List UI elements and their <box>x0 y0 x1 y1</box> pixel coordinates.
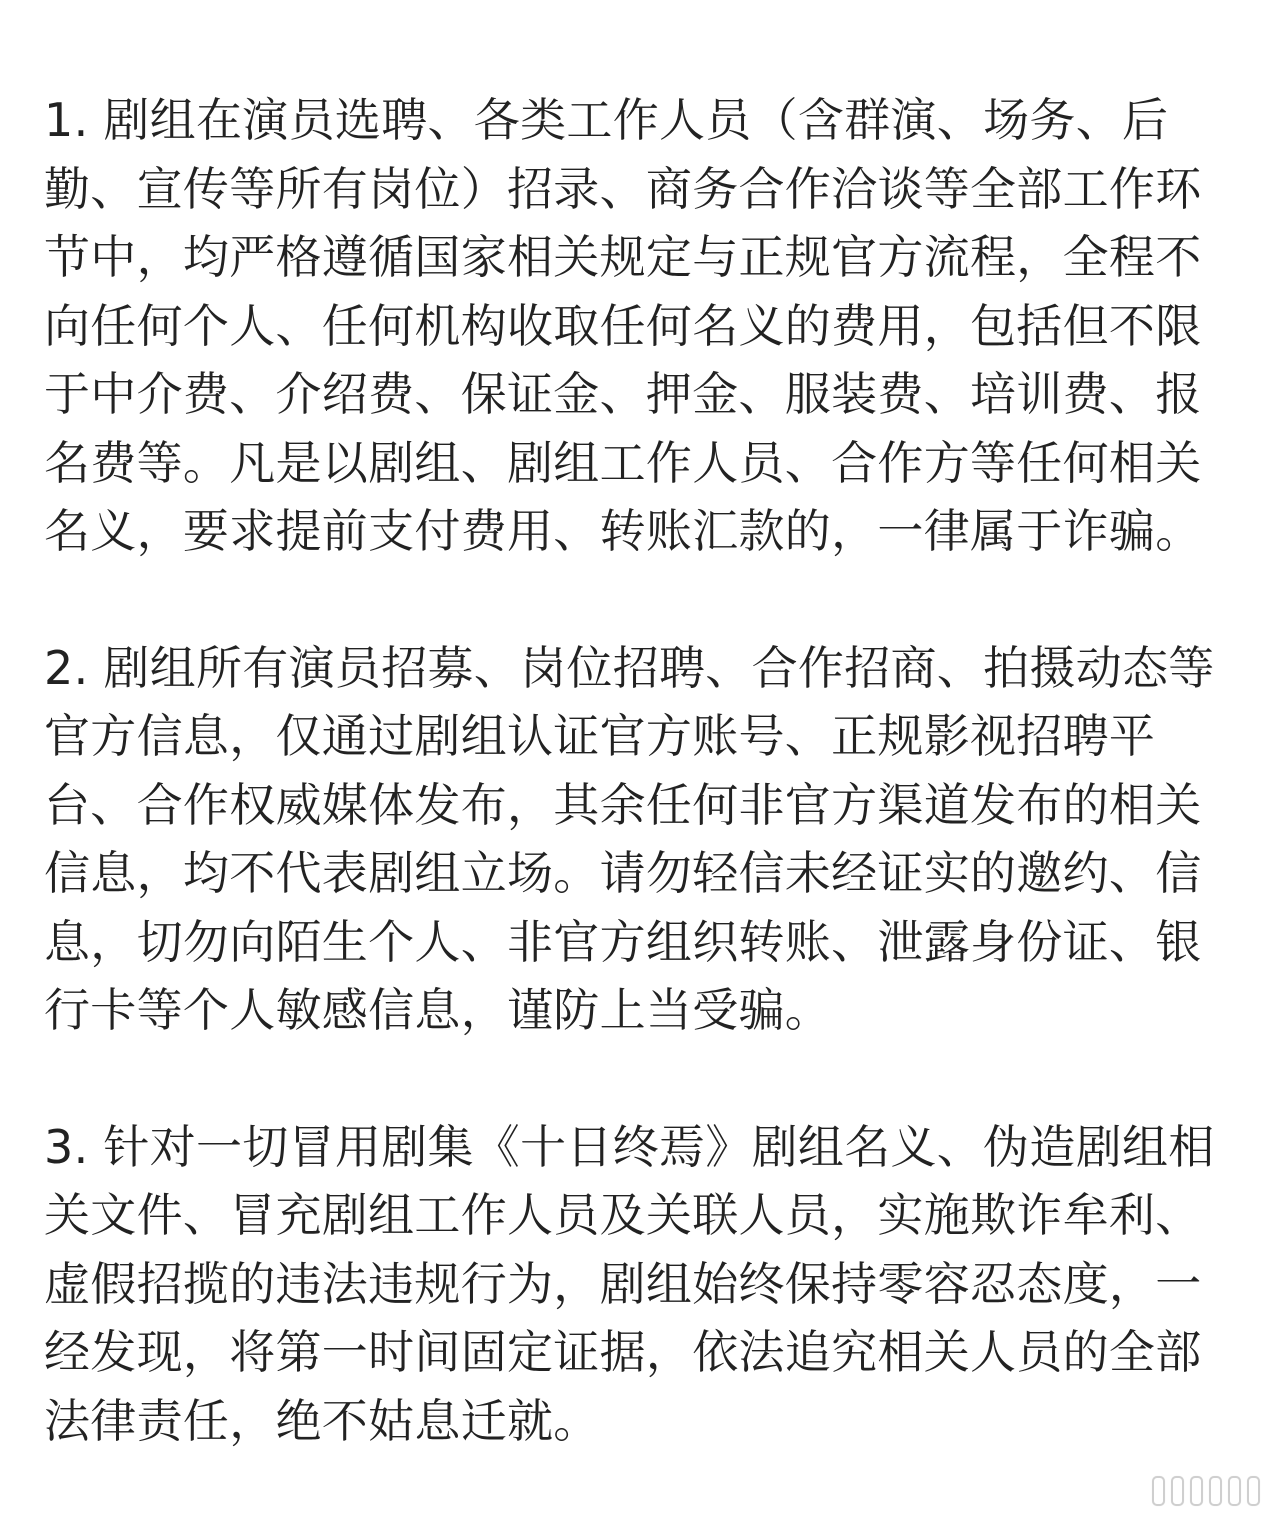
watermark-bar <box>1190 1476 1203 1506</box>
watermark-icon <box>1152 1476 1260 1506</box>
document-body <box>44 86 1244 1455</box>
watermark-bar <box>1247 1476 1260 1506</box>
paragraph-1: 1. 剧组在演员选聘、各类工作人员（含群演、场务、后 勤、宣传等所有岗位）招录、商务合作洽谈等全部工作环 节中，均严格遵循国家相关规定与正规官方流程，全程不 向任何个人、任何机构收取任何名义的费用，包括但不限 于中介费、介绍费、保证金、押金、服装费、培训费、报 名费等。凡是以剧组、剧组工作人员、合作方等任何相关 名义，要求提前支付费用、转账汇款的，一律属于诈骗。 <box>44 93 1202 558</box>
watermark-bar <box>1209 1476 1222 1506</box>
watermark-bar <box>1152 1476 1165 1506</box>
watermark-bar <box>1228 1476 1241 1506</box>
paragraph-3: 3. 针对一切冒用剧集《十日终焉》剧组名义、伪造剧组相 关文件、冒充剧组工作人员及关联人员，实施欺诈牟利、 虚假招揽的违法违规行为，剧组始终保持零容忍态度，一 经发现，将第一时间固定证据，依法追究相关人员的全部 法律责任，绝不姑息迁就。 <box>44 1119 1215 1448</box>
watermark-bar <box>1171 1476 1184 1506</box>
paragraph-2: 2. 剧组所有演员招募、岗位招聘、合作招商、拍摄动态等 官方信息，仅通过剧组认证官方账号、正规影视招聘平 台、合作权威媒体发布，其余任何非官方渠道发布的相关 信息，均不代表剧组立场。请勿轻信未经证实的邀约、信 息，切勿向陌生个人、非官方组织转账、泄露身份证、银 行卡等个人敏感信息，谨防上当受骗。 <box>44 640 1215 1037</box>
